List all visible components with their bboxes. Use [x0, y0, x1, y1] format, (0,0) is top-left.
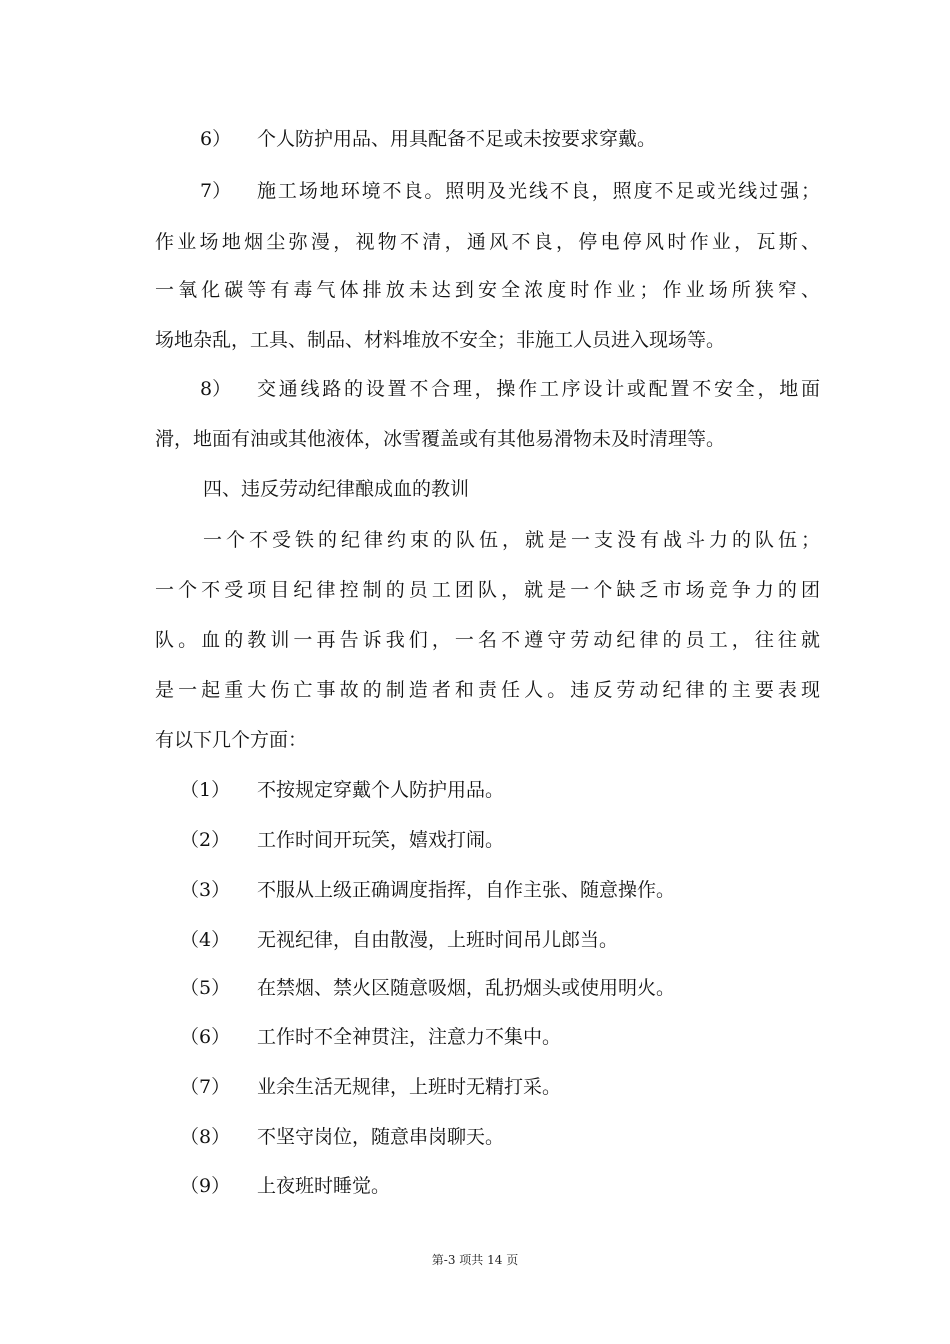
item-text: 施工场地环境不良。照明及光线不良，照度不足或光线过强； — [257, 180, 820, 202]
paragraph-line: 有以下几个方面： — [155, 729, 308, 751]
item-number: 7） — [200, 180, 232, 202]
list-number: （3） — [180, 879, 231, 901]
paragraph-line: 队。血的教训一再告诉我们，一名不遵守劳动纪律的员工，往往就 — [155, 629, 820, 651]
list-item: 无视纪律，自由散漫，上班时间吊儿郎当。 — [257, 929, 619, 951]
list-number: （7） — [180, 1076, 231, 1098]
list-number: （9） — [180, 1175, 231, 1197]
list-item: 在禁烟、禁火区随意吸烟，乱扔烟头或使用明火。 — [257, 977, 676, 999]
list-item: 工作时不全神贯注，注意力不集中。 — [257, 1026, 562, 1048]
list-number: （8） — [180, 1126, 231, 1148]
item-text-continuation: 作业场地烟尘弥漫，视物不清，通风不良，停电停风时作业，瓦斯、 — [155, 231, 820, 253]
list-number: （2） — [180, 829, 231, 851]
item-text: 个人防护用品、用具配备不足或未按要求穿戴。 — [257, 128, 657, 150]
list-number: （5） — [180, 977, 231, 999]
list-item: 业余生活无规律，上班时无精打采。 — [257, 1076, 562, 1098]
item-text-continuation: 滑，地面有油或其他液体，冰雪覆盖或有其他易滑物未及时清理等。 — [155, 428, 726, 450]
item-number: 8） — [200, 378, 232, 400]
list-number: （6） — [180, 1026, 231, 1048]
list-item: 工作时间开玩笑，嬉戏打闹。 — [257, 829, 505, 851]
paragraph-line: 是一起重大伤亡事故的制造者和责任人。违反劳动纪律的主要表现 — [155, 679, 820, 701]
item-text: 交通线路的设置不合理，操作工序设计或配置不安全，地面 — [257, 378, 820, 400]
list-item: 上夜班时睡觉。 — [257, 1175, 391, 1197]
list-number: （4） — [180, 929, 231, 951]
paragraph-line: 一个不受项目纪律控制的员工团队，就是一个缺乏市场竞争力的团 — [155, 579, 820, 601]
list-item: 不坚守岗位，随意串岗聊天。 — [257, 1126, 505, 1148]
section-heading: 四、违反劳动纪律酿成血的教训 — [203, 478, 470, 500]
list-item: 不服从上级正确调度指挥，自作主张、随意操作。 — [257, 879, 676, 901]
list-item: 不按规定穿戴个人防护用品。 — [257, 779, 505, 801]
item-number: 6） — [200, 128, 232, 150]
item-text-continuation: 一氧化碳等有毒气体排放未达到安全浓度时作业；作业场所狭窄、 — [155, 279, 820, 301]
page-footer: 第-3 项共 14 页 — [431, 1253, 519, 1267]
paragraph-line: 一个不受铁的纪律约束的队伍，就是一支没有战斗力的队伍； — [203, 529, 820, 551]
item-text-continuation: 场地杂乱，工具、制品、材料堆放不安全；非施工人员进入现场等。 — [155, 329, 726, 351]
list-number: （1） — [180, 779, 231, 801]
